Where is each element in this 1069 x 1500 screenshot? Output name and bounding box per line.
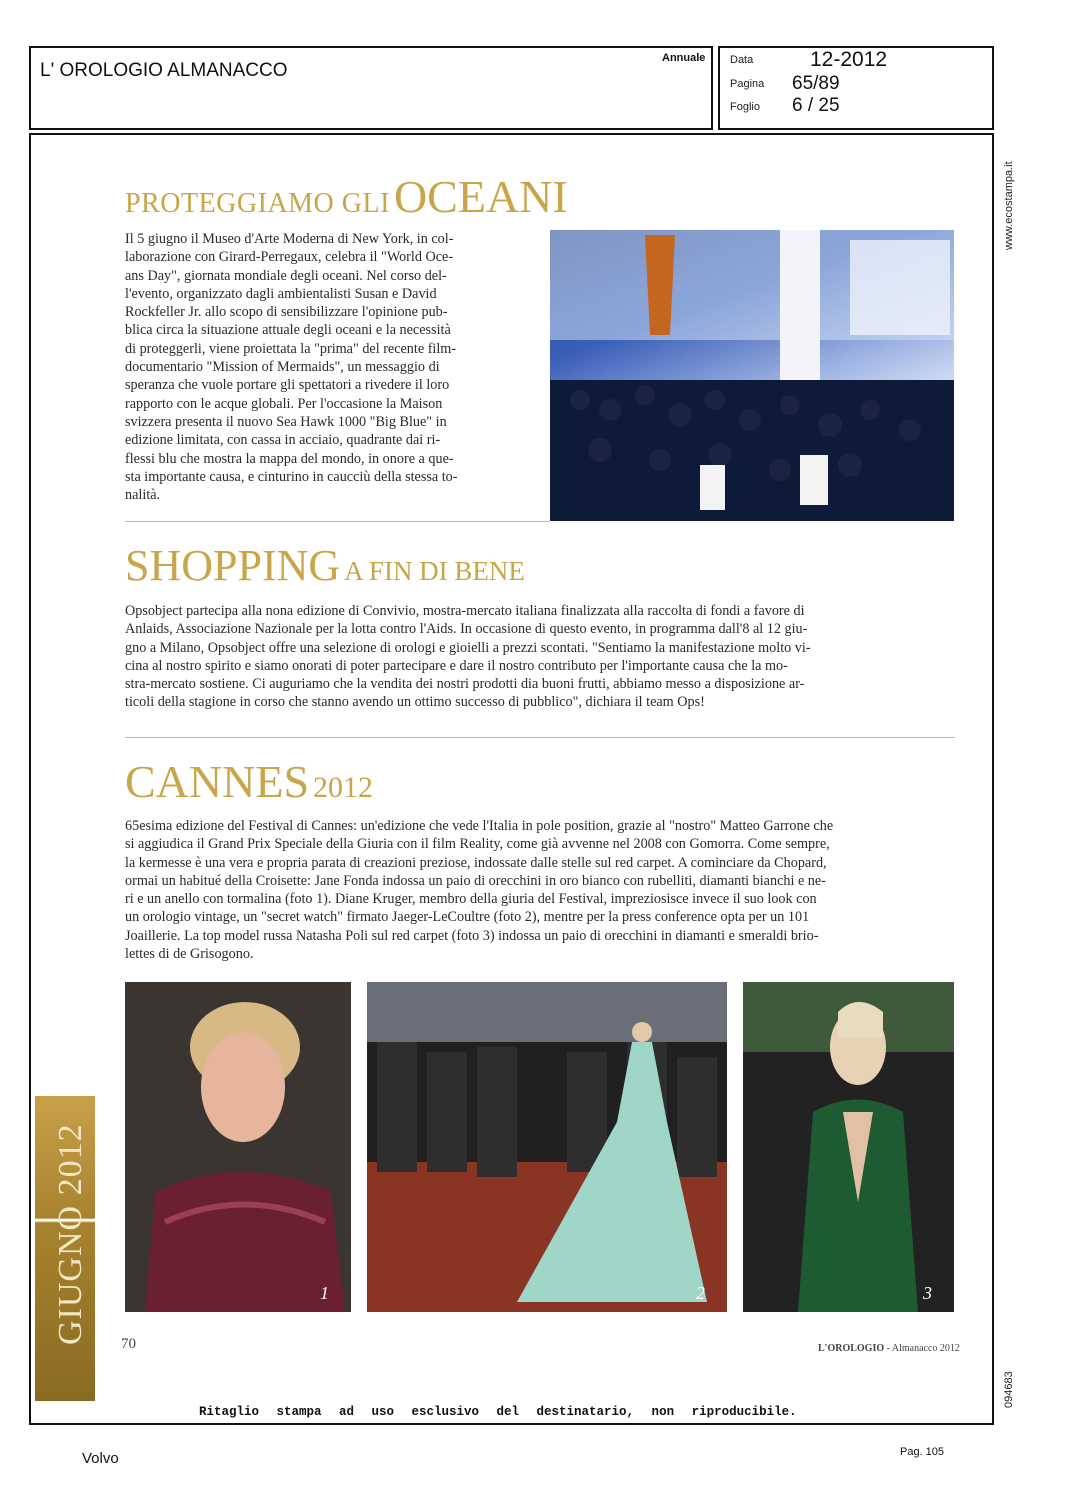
text-line: 65esima edizione del Festival di Cannes: un'edizione che vede l'Italia in pole position, grazie al "nostro" Matteo Garrone che xyxy=(125,818,834,834)
photo-number-2: 2 xyxy=(696,1283,705,1303)
text-line: rapporto con le acque globali. Per l'occasione la Maison xyxy=(125,395,443,412)
text-line: svizzera presenta il nuovo Sea Hawk 1000 "Big Blue" in xyxy=(125,413,447,430)
jane-fonda-figure xyxy=(125,982,351,1312)
text-line: Anlaids, Associazione Nazionale per la lotta contro l'Aids. In occasione di questo evento, in programma dall'8 al 12 giu- xyxy=(125,621,808,638)
article1-title xyxy=(125,170,568,223)
frequency-label: Annuale xyxy=(662,52,706,64)
code-vertical: 094683 xyxy=(1003,1371,1015,1408)
text-line: l'evento, organizzato dagli ambientalisti Susan e David xyxy=(125,285,437,302)
magazine-brand: L'OROLOGIO xyxy=(818,1343,885,1354)
article3-title-b: 2012 xyxy=(313,771,374,804)
article2-title-b: A FIN DI BENE xyxy=(344,556,525,586)
article3-title-a: CANNES xyxy=(125,756,310,807)
text-line: Joaillerie. La top model russa Natasha Poli sul red carpet (foto 3) indossa un paio di orecchini in diamanti e smeraldi brio- xyxy=(125,927,819,944)
page-value: 65/89 xyxy=(792,73,840,94)
magazine-footer-credit xyxy=(818,1343,960,1354)
text-line: ormai un habitué della Croisette: Jane Fonda indossa un paio di orecchini in oro bianco con rubelliti, diamanti bianchi e ne- xyxy=(125,872,826,889)
text-line: laborazione con Girard-Perregaux, celebra il "World Oce- xyxy=(125,249,454,266)
text-line: edizione limitata, con cassa in acciaio, quadrante dai ri- xyxy=(125,432,441,449)
sheet-label: Foglio xyxy=(730,101,760,113)
museum-event-photo xyxy=(550,230,954,521)
month-tab-label: GIUGNO 2012 xyxy=(52,1123,89,1345)
article2-title-a: SHOPPING xyxy=(125,541,341,590)
divider-2 xyxy=(125,737,955,738)
sheet-value: 6 / 25 xyxy=(792,95,840,116)
text-line: ticoli della stagione in corso che stanno avendo un ottimo successo di pubblico", dichiara il team Ops! xyxy=(125,694,705,711)
article1-title-a: PROTEGGIAMO GLI xyxy=(125,188,390,219)
cannes-photo-2 xyxy=(367,982,727,1312)
text-line: blica circa la situazione attuale degli oceani e la necessità xyxy=(125,322,451,339)
text-line: un orologio vintage, un "secret watch" firmato Jaeger-LeCoultre (foto 2), mentre per la press conference opta per un 101 xyxy=(125,909,810,926)
client-name: Volvo xyxy=(82,1450,119,1467)
text-line: Opsobject partecipa alla nona edizione di Convivio, mostra-mercato italiana finalizzata alla raccolta di fondi a favore di xyxy=(125,603,805,619)
text-line: documentario "Mission of Mermaids", un messaggio di xyxy=(125,359,440,376)
photo-number-1: 1 xyxy=(320,1283,329,1303)
text-line: sta importante causa, e cinturino in caucciù della stessa to- xyxy=(125,468,458,485)
article2-body xyxy=(125,602,955,712)
magazine-credit-rest: - Almanacco 2012 xyxy=(884,1343,960,1354)
article2-title xyxy=(125,540,525,591)
website-vertical: www.ecostampa.it xyxy=(1003,161,1015,250)
text-line: flessi blu che mostra la mappa del mondo, in onore a que- xyxy=(125,450,454,467)
divider-1 xyxy=(125,521,550,522)
natasha-poli-figure xyxy=(743,982,954,1312)
text-line: Rockfeller Jr. allo scopo di sensibilizzare l'opinione pub- xyxy=(125,304,448,321)
page-label: Pagina xyxy=(730,78,765,90)
photo-number-3: 3 xyxy=(923,1283,932,1303)
text-line: ri e un anello con tormalina (foto 1). Diane Kruger, membro della giuria del Festival, impreziosisce invece il suo look con xyxy=(125,891,817,908)
museum-scene xyxy=(550,230,954,521)
text-line: lettes di de Grisogono. xyxy=(125,946,254,963)
date-label: Data xyxy=(730,54,754,66)
text-line: Il 5 giugno il Museo d'Arte Moderna di New York, in col- xyxy=(125,231,454,247)
article3-title xyxy=(125,755,373,808)
text-line: cina al nostro spirito e siamo onorati di poter partecipare e dare il nostro contributo per l'importante causa che la mo- xyxy=(125,657,788,674)
cannes-photo-3 xyxy=(743,982,954,1312)
diane-kruger-figure xyxy=(367,982,727,1312)
text-line: di proteggerli, viene proiettata la "prima" del recente film- xyxy=(125,340,457,357)
article1-body xyxy=(125,230,537,504)
text-line: nalità. xyxy=(125,487,161,504)
cannes-photo-1 xyxy=(125,982,351,1312)
text-line: gno a Milano, Opsobject offre una selezione di orologi e gioielli a prezzi scontati. "Sentiamo la manifestazione molto vi- xyxy=(125,639,811,656)
article1-title-b: OCEANI xyxy=(393,171,568,222)
date-value: 12-2012 xyxy=(810,48,888,71)
text-line: si aggiudica il Grand Prix Speciale della Giuria con il film Reality, come già avvenne nel 2008 con Gomorra. Come sempre, xyxy=(125,836,830,853)
header-publication-box xyxy=(29,46,713,130)
clipping-notice: Ritaglio stampa ad uso esclusivo del destinatario, non riproducibile. xyxy=(199,1405,797,1419)
article3-body xyxy=(125,817,955,963)
pag-number: Pag. 105 xyxy=(900,1446,945,1458)
text-line: speranza che vuole portare gli spettatori a rivedere il loro xyxy=(125,377,450,394)
text-line: ans Day", giornata mondiale degli oceani. Nel corso del- xyxy=(125,267,447,284)
magazine-page-number: 70 xyxy=(121,1336,136,1352)
text-line: la kermesse è una vera e propria parata di creazioni preziose, indossate dalle stelle sul red carpet. A cominciare da Chopard, xyxy=(125,854,827,871)
text-line: stra-mercato sostiene. Ci auguriamo che la vendita dei nostri prodotti dia buoni frutti, abbiamo messo a disposizione ar- xyxy=(125,676,805,693)
publication-title: L' OROLOGIO ALMANACCO xyxy=(40,60,288,81)
